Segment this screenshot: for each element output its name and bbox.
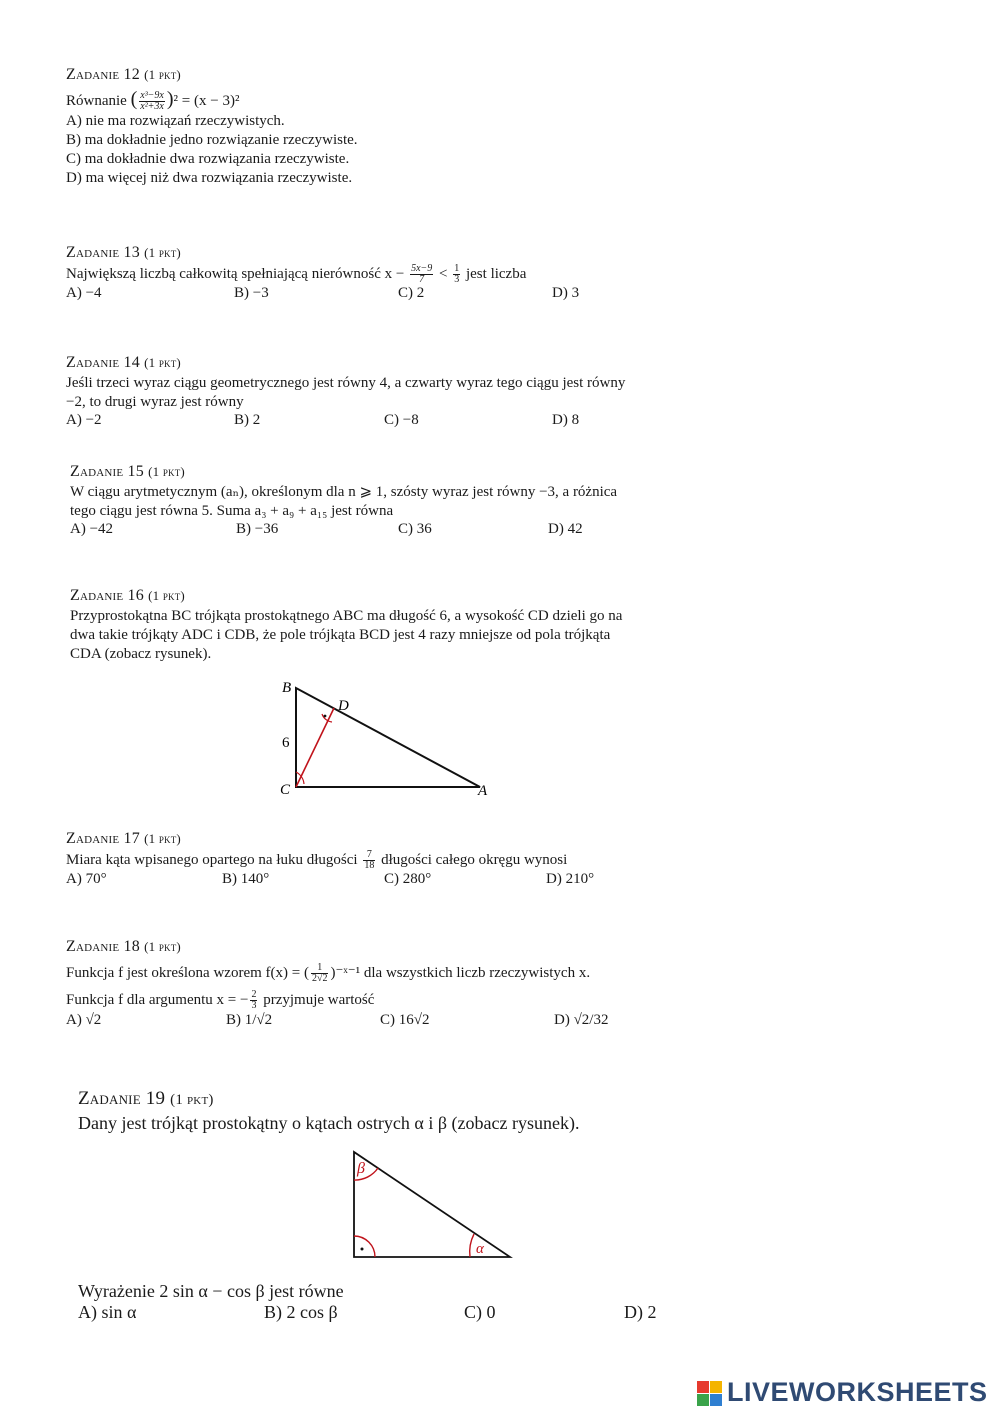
task-17: [66, 830, 746, 891]
answer-option[interactable]: D) ma więcej niż dwa rozwiązania rzeczywiste.: [66, 170, 353, 186]
task-title: Zadanie 17: [66, 830, 140, 847]
task-13: [66, 244, 746, 305]
answer-options: [70, 521, 750, 541]
liveworksheets-logo: [697, 1375, 997, 1411]
question-text: Funkcja f dla argumentu x = −: [66, 992, 249, 1008]
answer-option[interactable]: A) −2: [66, 412, 102, 428]
task-17-header: [66, 830, 746, 848]
question-text: Przyprostokątna BC trójkąta prostokątnego ABC ma długość 6, a wysokość CD dzieli go na: [70, 608, 623, 624]
answer-option[interactable]: A) −4: [66, 285, 102, 301]
answer-option[interactable]: B) −3: [234, 285, 269, 301]
answer-option[interactable]: B) 2 cos β: [264, 1302, 338, 1322]
question-text: jest liczba: [465, 265, 527, 282]
vertex-label-a: A: [478, 783, 488, 799]
task-title: Zadanie 14: [66, 354, 140, 371]
task-12: [66, 66, 746, 188]
task-15: [70, 463, 750, 541]
question-text: −2, to drugi wyraz jest równy: [66, 394, 244, 410]
task-19: [78, 1088, 718, 1134]
task-14: [66, 354, 746, 432]
answer-option[interactable]: B) ma dokładnie jedno rozwiązanie rzeczywiste.: [66, 132, 358, 148]
answer-options: [66, 871, 746, 891]
task-points: (1 pkt): [144, 939, 181, 954]
side-length-label: 6: [282, 735, 290, 751]
question-text: W ciągu arytmetycznym (aₙ), określonym dla n ⩾ 1, szósty wyraz jest równy −3, a różnica: [70, 484, 618, 500]
fraction: $\frac{\text{x³−9x}}{\text{x²+3x}}$: [140, 90, 164, 113]
fraction: $\frac{1}{2√2}$: [311, 962, 328, 985]
question-text: Równanie: [66, 93, 127, 109]
task-13-header: [66, 244, 746, 262]
task-12-question: Równanie ( $\frac{\text{x³−9x}}{\text{x²+3x}}$ )² = (x − 3)²: [66, 88, 240, 113]
fraction: $\frac{5x-9}{7}$: [411, 263, 433, 285]
answer-option[interactable]: C) 280°: [384, 871, 432, 887]
fraction: $\frac{1}{3}$: [454, 263, 460, 285]
question-text: Dany jest trójkąt prostokątny o kątach ostrych α i β (zobacz rysunek).: [78, 1113, 580, 1133]
logo-icon: [697, 1381, 723, 1407]
answer-options: [78, 1302, 718, 1326]
answer-option[interactable]: C) 0: [464, 1302, 496, 1322]
question-text: długości całego okręgu wynosi: [381, 851, 568, 868]
answer-option[interactable]: D) 2: [624, 1302, 657, 1322]
task-title: Zadanie 19: [78, 1088, 166, 1109]
answer-option[interactable]: D) √2/32: [554, 1012, 609, 1028]
answer-option[interactable]: D) 210°: [546, 871, 595, 887]
answer-options: [66, 412, 746, 432]
alpha-label: α: [476, 1241, 484, 1257]
question-text: dla wszystkich liczb rzeczywistych x.: [363, 965, 591, 981]
task-title: Zadanie 12: [66, 66, 140, 83]
answer-option[interactable]: A) nie ma rozwiązań rzeczywistych.: [66, 113, 285, 129]
vertex-label-b: B: [282, 680, 292, 696]
task-points: (1 pkt): [144, 831, 181, 846]
task-19-header: [78, 1088, 718, 1110]
answer-option[interactable]: A) √2: [66, 1012, 102, 1028]
less-than-sign: <: [439, 265, 448, 282]
answer-option[interactable]: C) −8: [384, 412, 419, 428]
answer-option[interactable]: C) 36: [398, 521, 432, 537]
question-text: Największą liczbą całkowitą spełniającą nierówność x −: [66, 265, 405, 282]
task-title: Zadanie 18: [66, 938, 140, 955]
task-14-header: [66, 354, 746, 372]
answer-option[interactable]: D) 3: [552, 285, 580, 301]
exponent: )⁻ˣ⁻¹: [330, 965, 361, 981]
right-triangle-figure: [340, 1144, 520, 1264]
beta-label: β: [357, 1160, 365, 1177]
answer-option[interactable]: A) 70°: [66, 871, 107, 887]
task-points: (1 pkt): [144, 245, 181, 260]
answer-option[interactable]: B) 2: [234, 412, 261, 428]
answer-option[interactable]: C) 16√2: [380, 1012, 430, 1028]
triangle-abc-figure: [270, 672, 510, 802]
answer-option[interactable]: A) sin α: [78, 1302, 137, 1322]
answer-options: [66, 285, 746, 305]
question-text: Funkcja f jest określona wzorem f(x) = (: [66, 965, 309, 981]
task-title: Zadanie 15: [70, 463, 144, 480]
answer-option[interactable]: C) ma dokładnie dwa rozwiązania rzeczywiste.: [66, 151, 350, 167]
answer-option[interactable]: B) 1/√2: [226, 1012, 273, 1028]
question-text: przyjmuje wartość: [263, 992, 375, 1008]
answer-option[interactable]: B) −36: [236, 521, 279, 537]
task-13-question: [66, 264, 746, 285]
fraction: $\frac{7}{18}$: [364, 849, 375, 871]
task-16: [70, 587, 750, 664]
task-18-question-line2: [66, 988, 746, 1012]
answer-option[interactable]: B) 140°: [222, 871, 270, 887]
answer-options: [66, 1012, 746, 1038]
question-text: CDA (zobacz rysunek).: [70, 646, 212, 662]
task-points: (1 pkt): [144, 355, 181, 370]
task-17-question: [66, 850, 746, 871]
question-text: Jeśli trzeci wyraz ciągu geometrycznego jest równy 4, a czwarty wyraz tego ciągu jest równy: [66, 375, 626, 391]
task-18-header: [66, 938, 746, 956]
vertex-label-c: C: [280, 782, 291, 798]
question-text: dwa takie trójkąty ADC i CDB, że pole trójkąta BCD jest 4 razy mniejsze od pola trójkąta: [70, 627, 611, 643]
task-18: [66, 938, 746, 1038]
question-text: tego ciągu jest równa 5. Suma a₃ + a₉ + a₁₅ jest równa: [70, 503, 394, 519]
task-points: (1 pkt): [148, 464, 185, 479]
task-points: (1 pkt): [148, 588, 185, 603]
task-points: (1 pkt): [170, 1092, 214, 1108]
task-12-header: [66, 66, 746, 84]
answer-option[interactable]: C) 2: [398, 285, 425, 301]
answer-option[interactable]: D) 42: [548, 521, 583, 537]
vertex-label-d: D: [338, 698, 349, 714]
task-title: Zadanie 13: [66, 244, 140, 261]
task-points: (1 pkt): [144, 67, 181, 82]
task-title: Zadanie 16: [70, 587, 144, 604]
task-16-header: [70, 587, 750, 605]
task-19-part2: [78, 1280, 718, 1326]
question-text: Wyrażenie 2 sin α − cos β jest równe: [78, 1281, 344, 1301]
answer-option[interactable]: D) 8: [552, 412, 580, 428]
logo-text: LIVEWORKSHEETS: [727, 1377, 988, 1407]
answer-option[interactable]: A) −42: [70, 521, 114, 537]
task-15-header: [70, 463, 750, 481]
question-text: Miara kąta wpisanego opartego na łuku długości: [66, 851, 358, 868]
fraction: $\frac{2}{3}$: [251, 989, 257, 1012]
task-18-question-line1: [66, 958, 746, 988]
equation-rest: ² = (x − 3)²: [173, 93, 240, 109]
